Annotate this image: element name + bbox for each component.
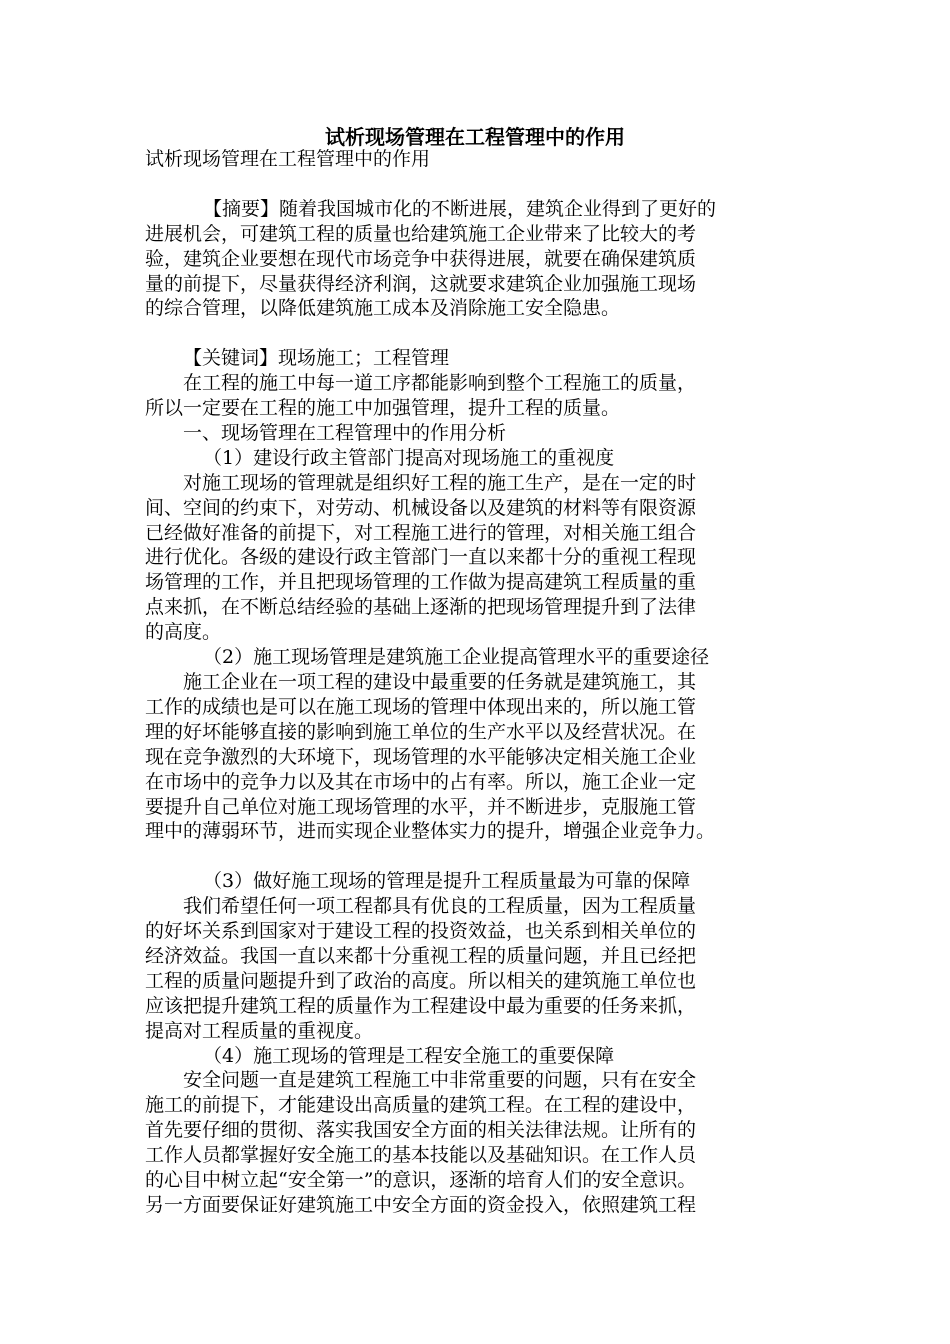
paragraph-line: 在市场中的竞争力以及其在市场中的占有率。所以，施工企业一定	[145, 770, 697, 793]
paragraph-line: 的高度。	[145, 621, 222, 644]
spacer	[145, 844, 811, 869]
section-heading: 一、现场管理在工程管理中的作用分析	[183, 421, 507, 444]
document-subtitle: 试析现场管理在工程管理中的作用	[145, 148, 431, 170]
paragraph-line: 的好坏关系到国家对于建设工程的投资效益，也关系到相关单位的	[145, 920, 697, 943]
paragraph-line: 场管理的工作，并且把现场管理的工作做为提高建筑工程质量的重	[145, 571, 697, 594]
abstract-line: 验，建筑企业要想在现代市场竞争中获得进展，就要在确保建筑质	[145, 247, 697, 270]
paragraph-line: 已经做好准备的前提下，对工程施工进行的管理，对相关施工组合	[145, 521, 697, 544]
paragraph-line: 点来抓，在不断总结经验的基础上逐渐的把现场管理提升到了法律	[145, 596, 697, 619]
spacer	[145, 321, 811, 346]
paragraph-line: 理的好坏能够直接的影响到施工单位的生产水平以及经营状况。在	[145, 720, 697, 743]
spacer	[145, 172, 811, 197]
paragraph-line: 提高对工程质量的重视度。	[145, 1019, 374, 1042]
paragraph-line: 应该把提升建筑工程的质量作为工程建设中最为重要的任务来抓，	[145, 994, 697, 1017]
paragraph-line: 工作的成绩也是可以在施工现场的管理中体现出来的，所以施工管	[145, 695, 697, 718]
subsection-heading: （3）做好施工现场的管理是提升工程质量最为可靠的保障	[203, 870, 691, 893]
paragraph-line: 现在竞争激烈的大环境下，现场管理的水平能够决定相关施工企业	[145, 745, 697, 768]
abstract-line: 进展机会，可建筑工程的质量也给建筑施工企业带来了比较大的考	[145, 222, 697, 245]
subsection-heading: （2）施工现场管理是建筑施工企业提高管理水平的重要途径	[203, 646, 710, 669]
paragraph-line: 安全问题一直是建筑工程施工中非常重要的问题，只有在安全	[183, 1069, 697, 1092]
paragraph-line: 进行优化。各级的建设行政主管部门一直以来都十分的重视工程现	[145, 546, 697, 569]
paragraph-line: 工程的质量问题提升到了政治的高度。所以相关的建筑施工单位也	[145, 969, 697, 992]
subsection-heading: （1）建设行政主管部门提高对现场施工的重视度	[203, 446, 615, 469]
paragraph-line: 要提升自己单位对施工现场管理的水平，并不断进步，克服施工管	[145, 795, 697, 818]
paragraph-line: 对施工现场的管理就是组织好工程的施工生产，是在一定的时	[183, 471, 697, 494]
abstract-line: 的综合管理，以降低建筑施工成本及消除施工安全隐患。	[145, 297, 621, 320]
paragraph-line: 另一方面要保证好建筑施工中安全方面的资金投入，依照建筑工程	[145, 1194, 697, 1217]
subsection-heading: （4）施工现场的管理是工程安全施工的重要保障	[203, 1044, 615, 1067]
document-title: 试析现场管理在工程管理中的作用	[325, 125, 625, 149]
paragraph-line: 间、空间的约束下，对劳动、机械设备以及建筑的材料等有限资源	[145, 496, 697, 519]
paragraph-line: 施工的前提下，才能建设出高质量的建筑工程。在工程的建设中，	[145, 1094, 697, 1117]
paragraph-line: 工作人员都掌握好安全施工的基本技能以及基础知识。在工作人员	[145, 1144, 697, 1167]
document-body	[145, 147, 811, 1218]
intro-line: 在工程的施工中每一道工序都能影响到整个工程施工的质量，	[183, 372, 697, 395]
keywords: 【关键词】现场施工；工程管理	[183, 347, 450, 370]
paragraph-line: 首先要仔细的贯彻、落实我国安全方面的相关法律法规。让所有的	[145, 1119, 697, 1142]
paragraph-line: 的心目中树立起“安全第一”的意识，逐渐的培育人们的安全意识。	[145, 1169, 697, 1192]
paragraph-line: 经济效益。我国一直以来都十分重视工程的质量问题，并且已经把	[145, 944, 697, 967]
intro-line: 所以一定要在工程的施工中加强管理，提升工程的质量。	[145, 397, 621, 420]
paragraph-line: 理中的薄弱环节，进而实现企业整体实力的提升，增强企业竞争力。	[145, 820, 716, 843]
paragraph-line: 我们希望任何一项工程都具有优良的工程质量，因为工程质量	[183, 895, 697, 918]
paragraph-line: 施工企业在一项工程的建设中最重要的任务就是建筑施工，其	[183, 671, 697, 693]
abstract-line: 量的前提下，尽量获得经济利润，这就要求建筑企业加强施工现场	[145, 272, 697, 295]
abstract-line: 【摘要】随着我国城市化的不断进展，建筑企业得到了更好的	[203, 197, 717, 220]
